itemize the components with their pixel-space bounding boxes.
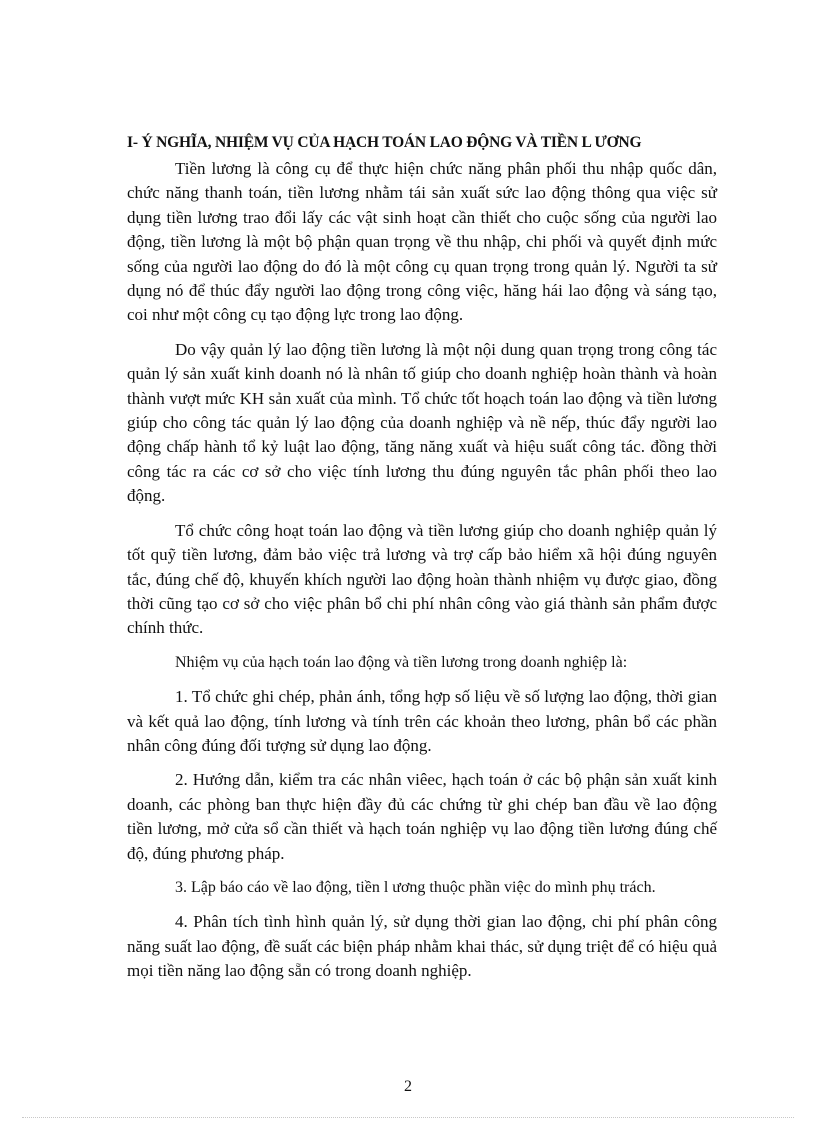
page-content bbox=[127, 131, 717, 994]
list-item-4: 4. Phân tích tình hình quản lý, sử dụng thời gian lao động, chi phí phân công năng suất lao động, đề suất các biện pháp nhằm khai thác, sử dụng triệt để có hiệu quả mọi tiền năng lao động sẵn có trong doanh nghiệp. bbox=[127, 912, 717, 981]
list-item-2: 2. Hướng dẫn, kiểm tra các nhân viêec, hạch toán ở các bộ phận sản xuất kinh doanh, các phòng ban thực hiện đầy đủ các chứng từ ghi chép ban đầu về lao động tiền lương, mở cửa sổ cần thiết và hạch toán nghiệp vụ lao động tiền lương đúng chế độ, đúng phương pháp. bbox=[127, 770, 717, 863]
page-number: 2 bbox=[404, 1078, 412, 1095]
paragraph-3: Tổ chức công hoạt toán lao động và tiền lương giúp cho doanh nghiệp quản lý tốt quỹ tiền lương, đảm bảo việc trả lương và trợ cấp bảo hiểm xã hội đúng nguyên tắc, đúng chế độ, khuyến khích người lao động hoàn thành nhiệm vụ được giao, đồng thời cũng tạo cơ sở cho việc phân bổ chi phí nhân công vào giá thành sản phẩm được chính thức. bbox=[127, 520, 717, 638]
paragraph-4: Nhiệm vụ của hạch toán lao động và tiền lương trong doanh nghiệp là: bbox=[175, 653, 628, 671]
list-item-1: 1. Tổ chức ghi chép, phản ánh, tổng hợp số liệu về số lượng lao động, thời gian và kết quả lao động, tính lương và tính trên các khoản theo lương, phân bổ các phần nhân công đúng đối tượng sử dụng lao động. bbox=[127, 687, 717, 755]
paragraph-2: Do vậy quản lý lao động tiền lương là một nội dung quan trọng trong công tác quản lý sản xuất kinh doanh nó là nhân tố giúp cho doanh nghiệp hoàn thành và hoàn thành vượt mức KH sản xuất của mình. Tổ chức tốt hoạch toán lao động và tiền lương giúp cho công tác quản lý lao động của doanh nghiệp và nề nếp, thúc đẩy người lao động chấp hành tổ kỷ luật lao động, tăng năng xuất và hiệu suất công tác. đồng thời công tác ra các cơ sở cho việc tính lương thu đúng nguyên tắc phân phối theo lao động. bbox=[127, 339, 717, 506]
list-item-3: 3. Lập báo cáo về lao động, tiền l ương thuộc phần việc do mình phụ trách. bbox=[175, 878, 656, 896]
section-heading: I- Ý NGHĨA, NHIỆM VỤ CỦA HẠCH TOÁN LAO ĐỘNG VÀ TIỀN L ƯƠNG bbox=[127, 134, 642, 151]
paragraph-1: Tiền lương là công cụ để thực hiện chức năng phân phối thu nhập quốc dân, chức năng thanh toán, tiền lương nhằm tái sản xuất sức lao động thông qua việc sử dụng tiền lương trao đổi lấy các vật sinh hoạt cần thiết cho cuộc sống của người lao động, tiền lương là một bộ phận quan trọng về thu nhập, chi phối và quyết định mức sống của người lao động do đó là một công cụ quan trọng trong quản lý. Người ta sử dụng nó để thúc đẩy người lao động trong công việc, hăng hái lao động và sáng tạo, coi như một công cụ tạo động lực trong lao động. bbox=[127, 159, 717, 325]
page-bottom-divider bbox=[22, 1117, 794, 1118]
